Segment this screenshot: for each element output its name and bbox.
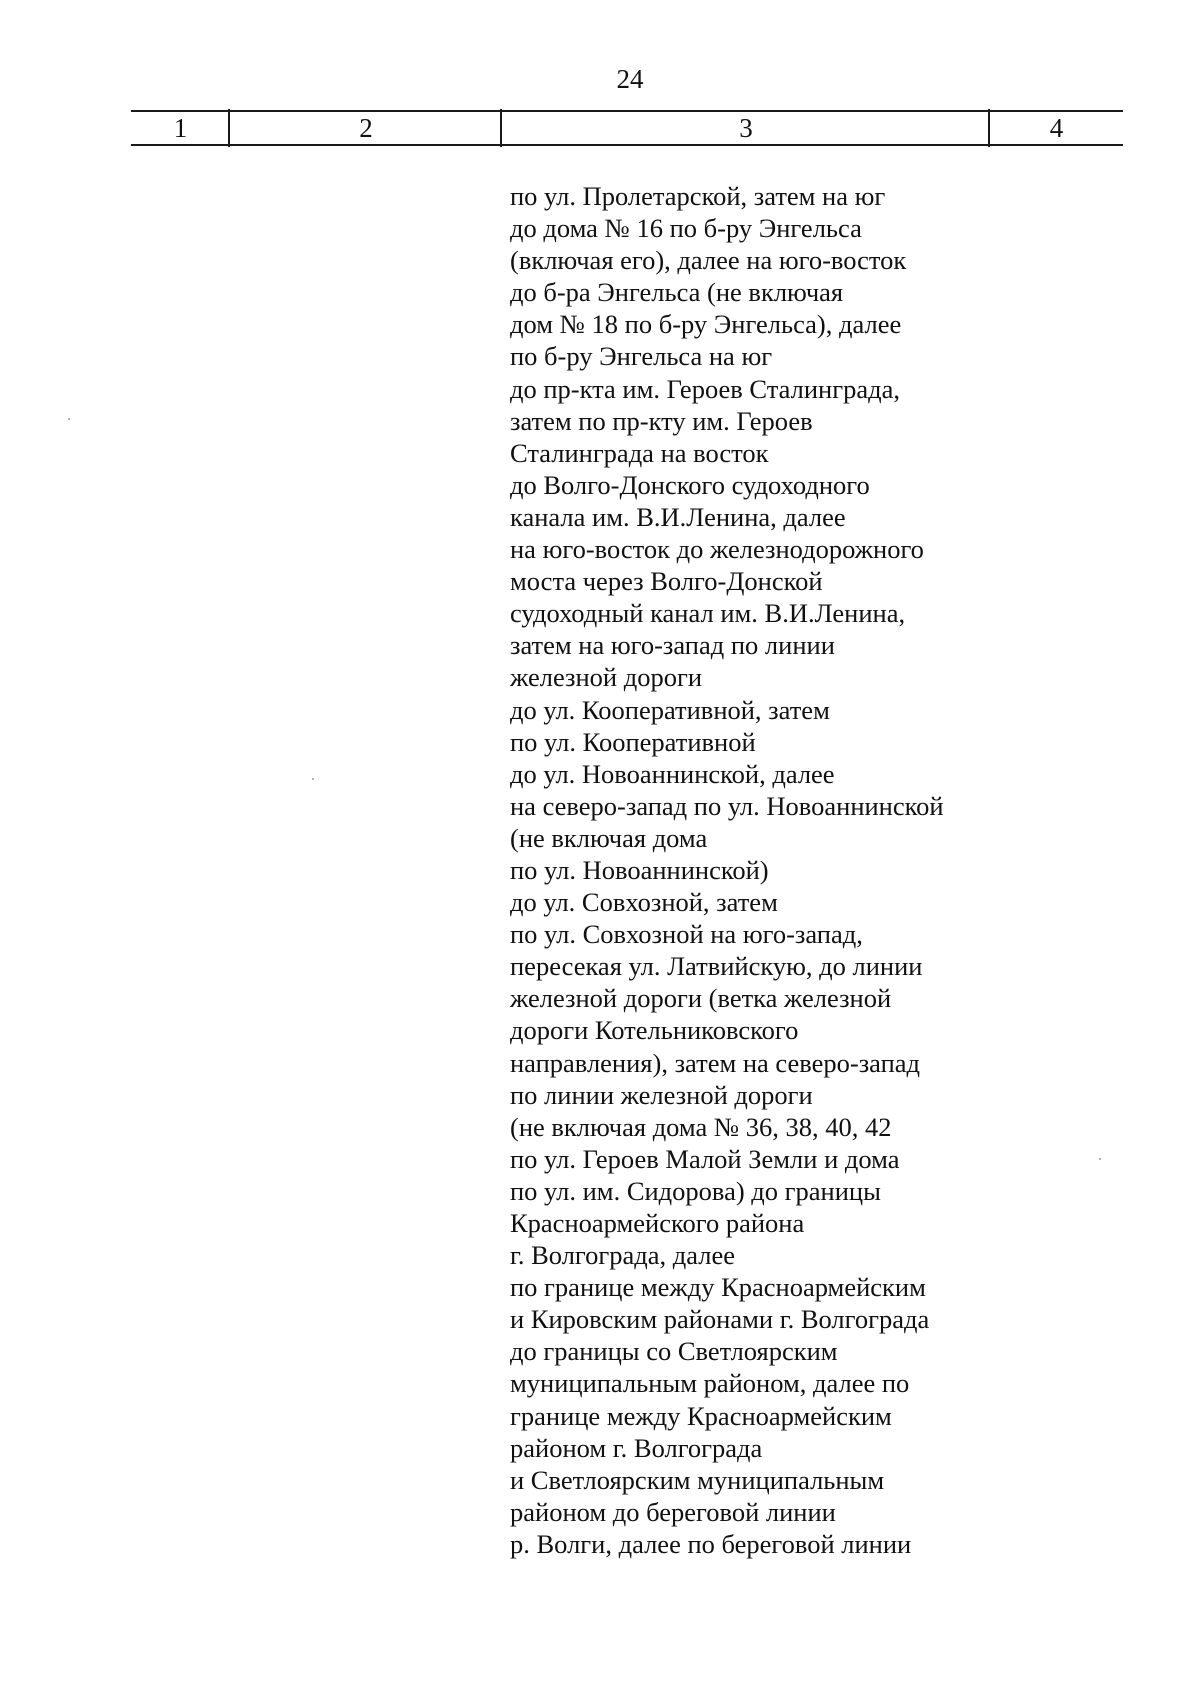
column-3-text [510, 180, 1030, 1560]
text-line: до ул. Новоаннинской, далее [510, 758, 835, 789]
text-line: районом г. Волгограда [510, 1432, 763, 1463]
text-line: до дома № 16 по б-ру Энгельса [510, 213, 862, 244]
text-line: до б-ра Энгельса (не включая [510, 277, 844, 308]
text-line: до границы со Светлоярским [510, 1336, 838, 1367]
text-line: направления), затем на северо-запад [510, 1047, 921, 1078]
scan-speck [1099, 1158, 1101, 1160]
text-line: железной дороги [510, 662, 703, 693]
text-line: по ул. Новоаннинской) [510, 854, 769, 885]
text-line: до Волго-Донского судоходного [510, 469, 870, 500]
text-line: Красноармейского района [510, 1208, 805, 1238]
text-line: по ул. им. Сидорова) до границы [510, 1175, 881, 1206]
text-line: по ул. Кооперативной [510, 726, 756, 757]
text-line: Сталинграда на восток [510, 437, 769, 468]
text-line: муниципальным районом, далее по [510, 1368, 910, 1399]
text-line: по б-ру Энгельса на юг [510, 341, 773, 372]
text-line: затем по пр-кту им. Героев [510, 405, 813, 436]
scan-speck [312, 778, 314, 780]
text-line: железной дороги (ветка железной [510, 983, 892, 1014]
text-line: до ул. Совхозной, затем [510, 887, 778, 918]
text-line: по ул. Совхозной на юго-запад, [510, 919, 863, 950]
text-line: районом до береговой линии [510, 1496, 836, 1527]
text-line: (включая его), далее на юго-восток [510, 245, 907, 276]
text-line: по ул. Пролетарской, затем на юг [510, 181, 886, 211]
column-divider [228, 109, 230, 147]
text-line: до ул. Кооперативной, затем [510, 694, 830, 725]
text-line: пересекая ул. Латвийскую, до линии [510, 951, 923, 982]
table-header [131, 110, 1123, 146]
text-line: р. Волги, далее по береговой линии [510, 1528, 912, 1559]
text-line: по линии железной дороги [510, 1079, 813, 1110]
text-line: дом № 18 по б-ру Энгельса), далее [510, 309, 902, 340]
text-line: и Светлоярским муниципальным [510, 1464, 885, 1495]
text-line: и Кировским районами г. Волгограда [510, 1304, 930, 1335]
column-header-1: 1 [173, 113, 188, 143]
text-line: канала им. В.И.Ленина, далее [510, 501, 846, 532]
text-line: до пр-кта им. Героев Сталинграда, [510, 373, 900, 404]
text-line: по границе между Красноармейским [510, 1272, 926, 1303]
text-line: (не включая дома [510, 822, 708, 853]
text-line: г. Волгограда, далее [510, 1240, 735, 1271]
page-number: 24 [616, 64, 644, 94]
text-line: затем на юго-запад по линии [510, 630, 835, 661]
column-divider [500, 109, 502, 147]
text-line: дороги Котельниковского [510, 1015, 799, 1046]
text-line: моста через Волго-Донской [510, 566, 823, 597]
column-header-2: 2 [359, 113, 373, 143]
text-line: границе между Красноармейским [510, 1400, 892, 1431]
column-header-4: 4 [1049, 113, 1064, 143]
text-line: судоходный канал им. В.И.Ленина, [510, 598, 906, 629]
text-line: на северо-запад по ул. Новоаннинской [510, 790, 944, 821]
scan-speck [68, 418, 70, 420]
column-header-3: 3 [739, 113, 753, 143]
text-line: (не включая дома № 36, 38, 40, 42 [510, 1111, 892, 1142]
text-line: на юго-восток до железнодорожного [510, 534, 924, 565]
column-divider [988, 109, 990, 147]
text-line: по ул. Героев Малой Земли и дома [510, 1143, 900, 1174]
